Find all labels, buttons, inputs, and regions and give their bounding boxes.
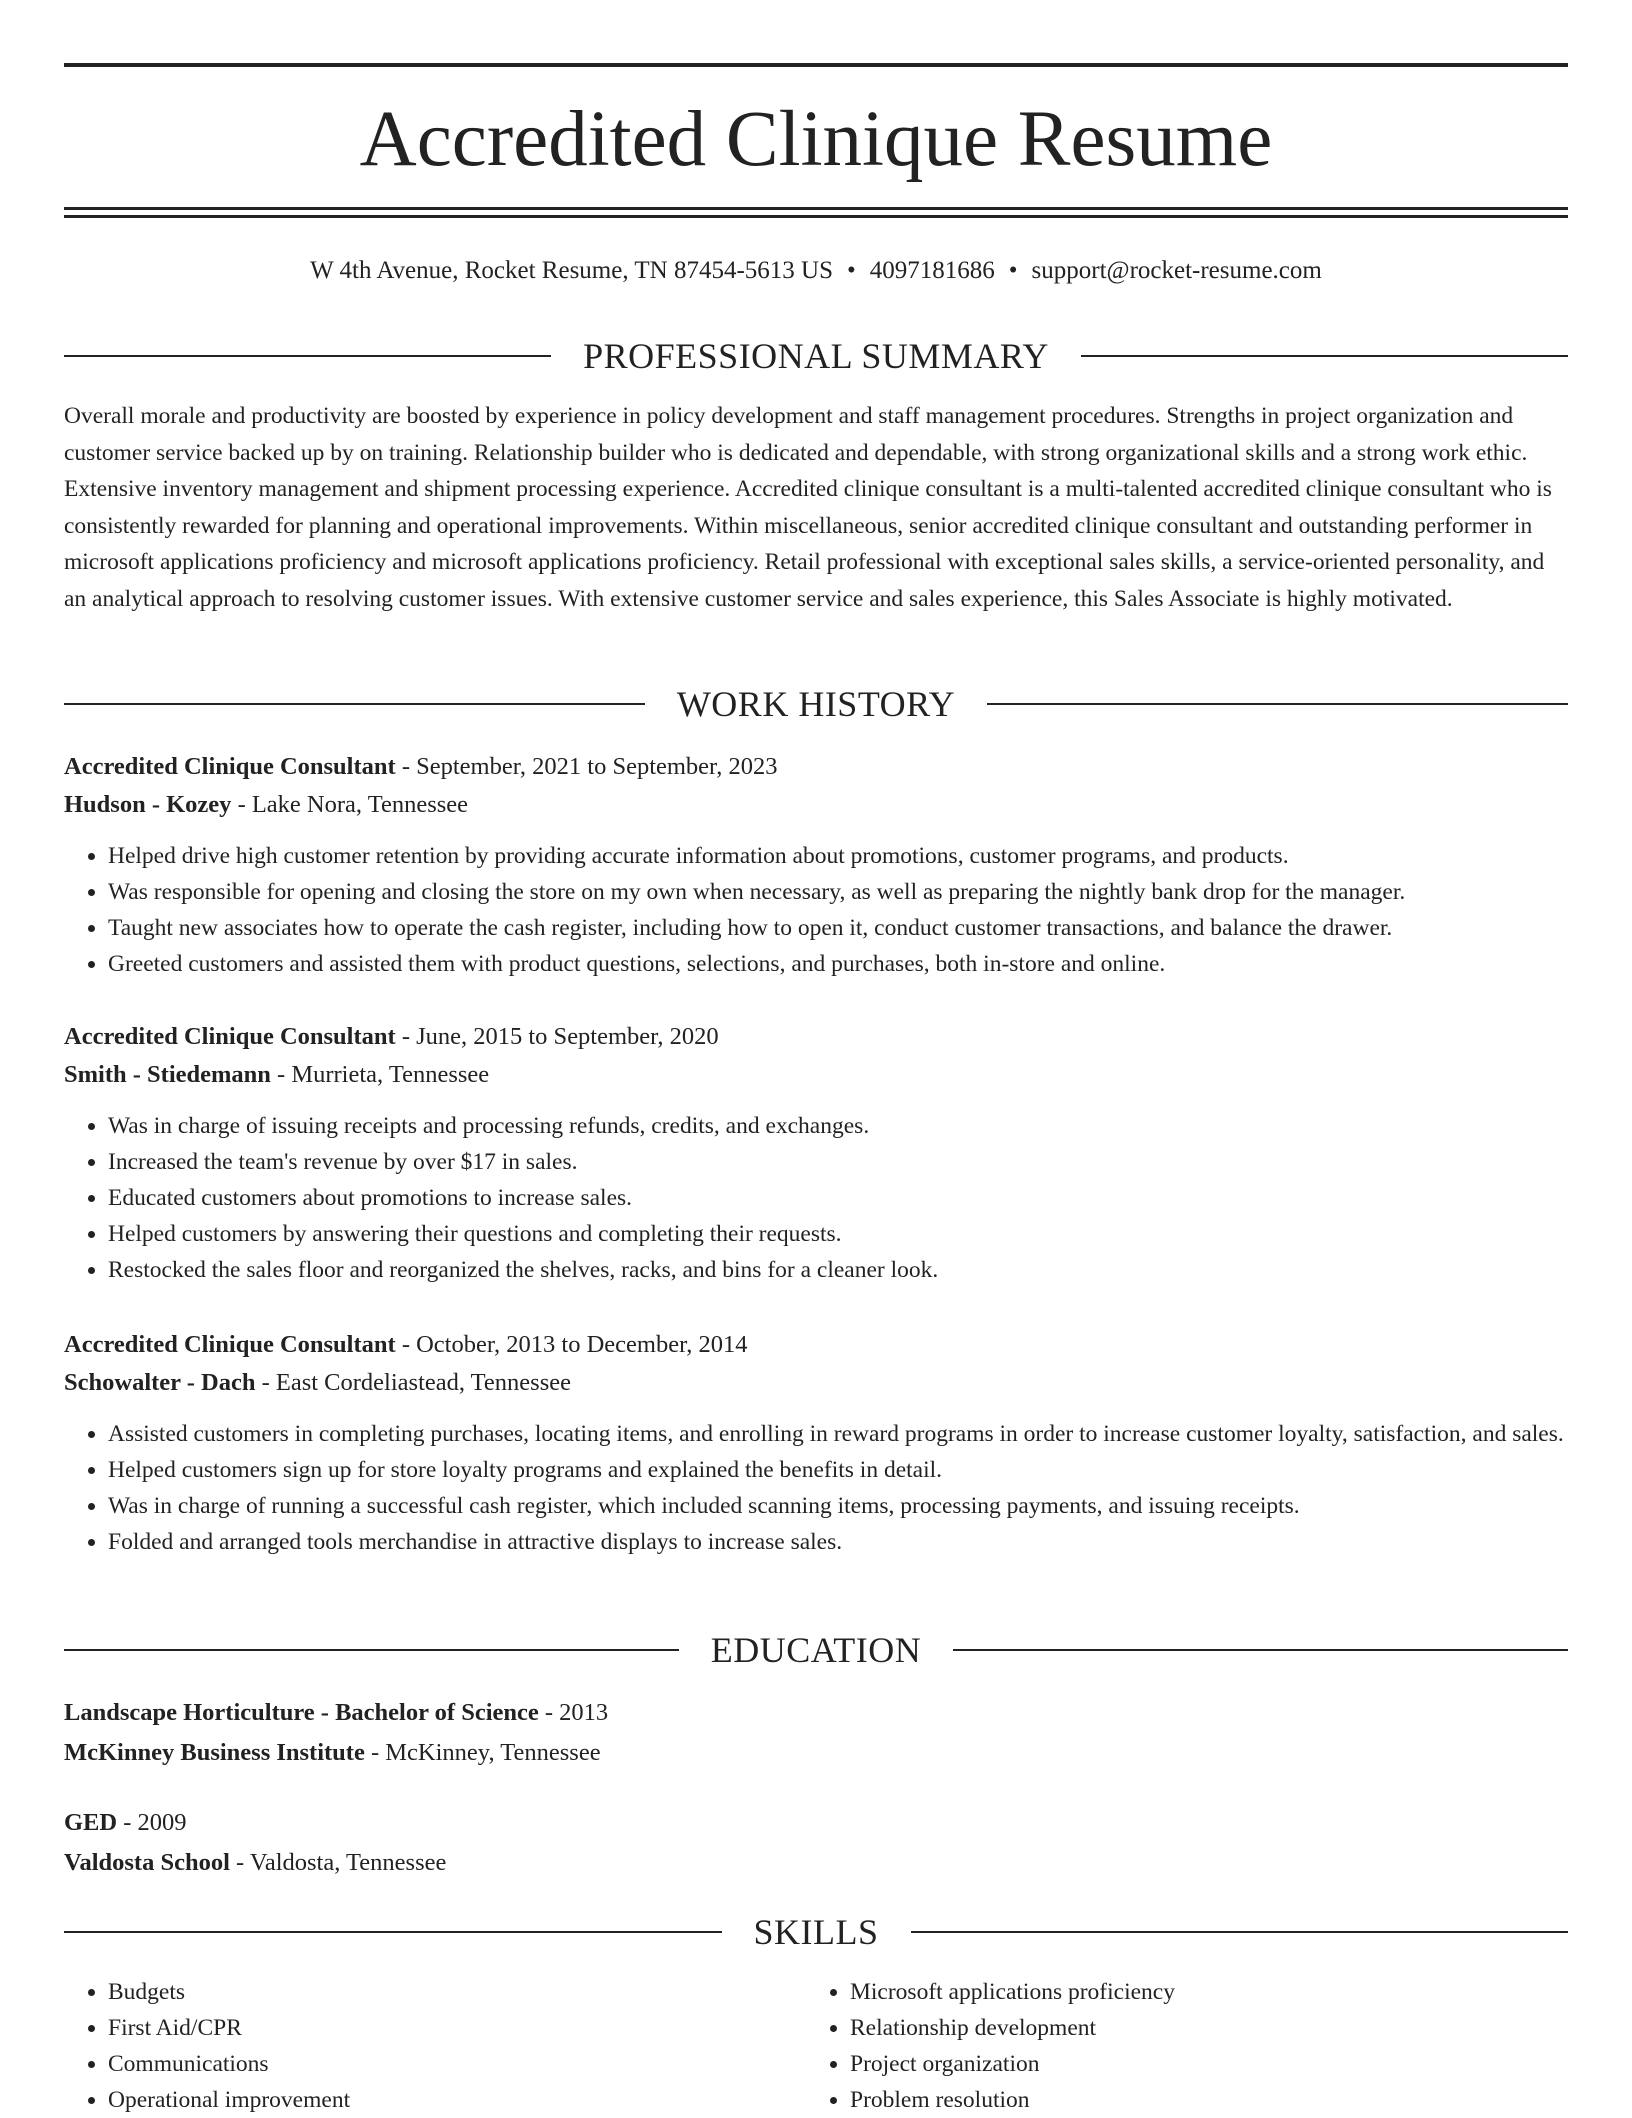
skill-item: • Project organization <box>850 2046 1548 2082</box>
section-title: EDUCATION <box>710 1630 922 1670</box>
job-location: - Murrieta, Tennessee <box>270 1061 490 1088</box>
job-entry <box>64 1326 1568 1560</box>
contact-separator: • <box>1008 257 1018 284</box>
contact-line <box>64 254 1568 288</box>
job-bullet: • Folded and arranged tools merchandise in attractive displays to increase sales. <box>108 1524 1568 1560</box>
education-school: McKinney Business Institute <box>64 1739 365 1766</box>
skills-column-left <box>64 1974 806 2118</box>
skill-item: • Communications <box>108 2046 806 2082</box>
job-title-line <box>64 1326 1568 1364</box>
job-bullet: • Greeted customers and assisted them with product questions, selections, and purchases, both in-store and online. <box>108 946 1568 982</box>
job-title: Accredited Clinique Consultant <box>64 753 396 780</box>
education-entry <box>64 1803 1568 1883</box>
education-year: - 2013 <box>538 1699 609 1726</box>
job-dates: - October, 2013 to December, 2014 <box>395 1331 748 1358</box>
job-title: Accredited Clinique Consultant <box>64 1331 396 1358</box>
education-school-line <box>64 1733 1568 1773</box>
contact-separator: • <box>847 257 856 284</box>
job-bullet: • Was responsible for opening and closing the store on my own when necessary, as well as preparing the nightly bank drop for the manager. <box>108 874 1568 910</box>
heading-rule <box>64 1649 679 1651</box>
section-heading-skills <box>64 1910 1568 1954</box>
skill-item: • Relationship development <box>850 2010 1548 2046</box>
section-title: SKILLS <box>753 1912 879 1952</box>
education-location: - Valdosta, Tennessee <box>229 1849 447 1876</box>
section-title: WORK HISTORY <box>676 684 956 724</box>
job-title: Accredited Clinique Consultant <box>64 1023 396 1050</box>
top-rule <box>64 63 1568 67</box>
education-degree: Landscape Horticulture - Bachelor of Science <box>64 1699 539 1726</box>
job-bullet: • Educated customers about promotions to increase sales. <box>108 1180 1568 1216</box>
contact-email: support@rocket-resume.com <box>1031 257 1322 284</box>
job-dates: - September, 2021 to September, 2023 <box>395 753 778 780</box>
heading-rule <box>1081 355 1568 357</box>
education-year: - 2009 <box>117 1809 187 1836</box>
job-bullet: • Taught new associates how to operate the cash register, including how to open it, conduct customer transactions, and balance the drawer. <box>108 910 1568 946</box>
job-dates: - June, 2015 to September, 2020 <box>395 1023 719 1050</box>
education-degree-line <box>64 1693 1568 1733</box>
heading-rule <box>987 703 1568 705</box>
education-degree-line <box>64 1803 1568 1843</box>
education-degree: GED <box>64 1809 118 1836</box>
summary-paragraph: Overall morale and productivity are boosted by experience in policy development and staff management procedures. Strengths in project organization and customer service backed up by on training. Relationship builder who is dedicated and dependable, with strong organizational skills and a strong work ethic. Extensive inventory management and shipment processing experience. Accredited clinique consultant is a multi-talented accredited clinique consultant who is consistently rewarded for planning and operational improvements. Within miscellaneous, senior accredited clinique consultant and outstanding performer in microsoft applications proficiency and microsoft applications proficiency. Retail professional with exceptional sales skills, a service-oriented personality, and an analytical approach to resolving customer issues. With extensive customer service and sales experience, this Sales Associate is highly motivated. <box>64 403 1552 612</box>
education-entry <box>64 1693 1568 1773</box>
section-title: PROFESSIONAL SUMMARY <box>583 336 1049 376</box>
skill-item: • Operational improvement <box>108 2082 806 2118</box>
section-heading-work-history <box>64 682 1568 726</box>
heading-rule <box>64 1931 722 1933</box>
skills-list <box>64 1974 1568 2118</box>
job-entry <box>64 1018 1568 1288</box>
job-title-line <box>64 1018 1568 1056</box>
job-company: Smith - Stiedemann <box>64 1061 271 1088</box>
job-title-line <box>64 748 1568 786</box>
education-location: - McKinney, Tennessee <box>364 1739 601 1766</box>
section-heading-summary <box>64 334 1568 378</box>
job-bullets <box>64 1416 1568 1560</box>
job-bullet: • Restocked the sales floor and reorganized the shelves, racks, and bins for a cleaner look. <box>108 1252 1568 1288</box>
job-bullet: • Assisted customers in completing purchases, locating items, and enrolling in reward programs in order to increase customer loyalty, satisfaction, and sales. <box>108 1416 1568 1452</box>
job-company: Schowalter - Dach <box>64 1369 256 1396</box>
job-bullet: • Helped drive high customer retention by providing accurate information about promotions, customer programs, and products. <box>108 838 1568 874</box>
job-bullet: • Helped customers by answering their questions and completing their requests. <box>108 1216 1568 1252</box>
skill-item: • Microsoft applications proficiency <box>850 1974 1548 2010</box>
skills-column-right <box>806 1974 1548 2118</box>
section-heading-education <box>64 1628 1568 1672</box>
job-company-line <box>64 1364 1568 1402</box>
education-school: Valdosta School <box>64 1849 230 1876</box>
resume-title: Accredited Clinique Resume <box>359 96 1273 183</box>
education-school-line <box>64 1843 1568 1883</box>
job-bullet: • Was in charge of running a successful cash register, which included scanning items, processing payments, and issuing receipts. <box>108 1488 1568 1524</box>
job-company-line <box>64 1056 1568 1094</box>
job-bullets <box>64 1108 1568 1288</box>
skill-item: • Problem resolution <box>850 2082 1548 2118</box>
title-double-rule <box>64 207 1568 218</box>
job-entry <box>64 748 1568 982</box>
heading-rule <box>64 355 551 357</box>
job-company-line <box>64 786 1568 824</box>
heading-rule <box>911 1931 1569 1933</box>
job-company: Hudson - Kozey <box>64 791 232 818</box>
job-location: - East Cordeliastead, Tennessee <box>255 1369 571 1396</box>
heading-rule <box>64 703 645 705</box>
contact-phone: 4097181686 <box>869 257 995 284</box>
job-bullet: • Helped customers sign up for store loyalty programs and explained the benefits in detail. <box>108 1452 1568 1488</box>
job-location: - Lake Nora, Tennessee <box>231 791 469 818</box>
skill-item: • Budgets <box>108 1974 806 2010</box>
job-bullet: • Increased the team's revenue by over $17 in sales. <box>108 1144 1568 1180</box>
job-bullet: • Was in charge of issuing receipts and processing refunds, credits, and exchanges. <box>108 1108 1568 1144</box>
heading-rule <box>953 1649 1568 1651</box>
skill-item: • First Aid/CPR <box>108 2010 806 2046</box>
job-bullets <box>64 838 1568 982</box>
contact-address: W 4th Avenue, Rocket Resume, TN 87454-5613 US <box>310 257 834 284</box>
